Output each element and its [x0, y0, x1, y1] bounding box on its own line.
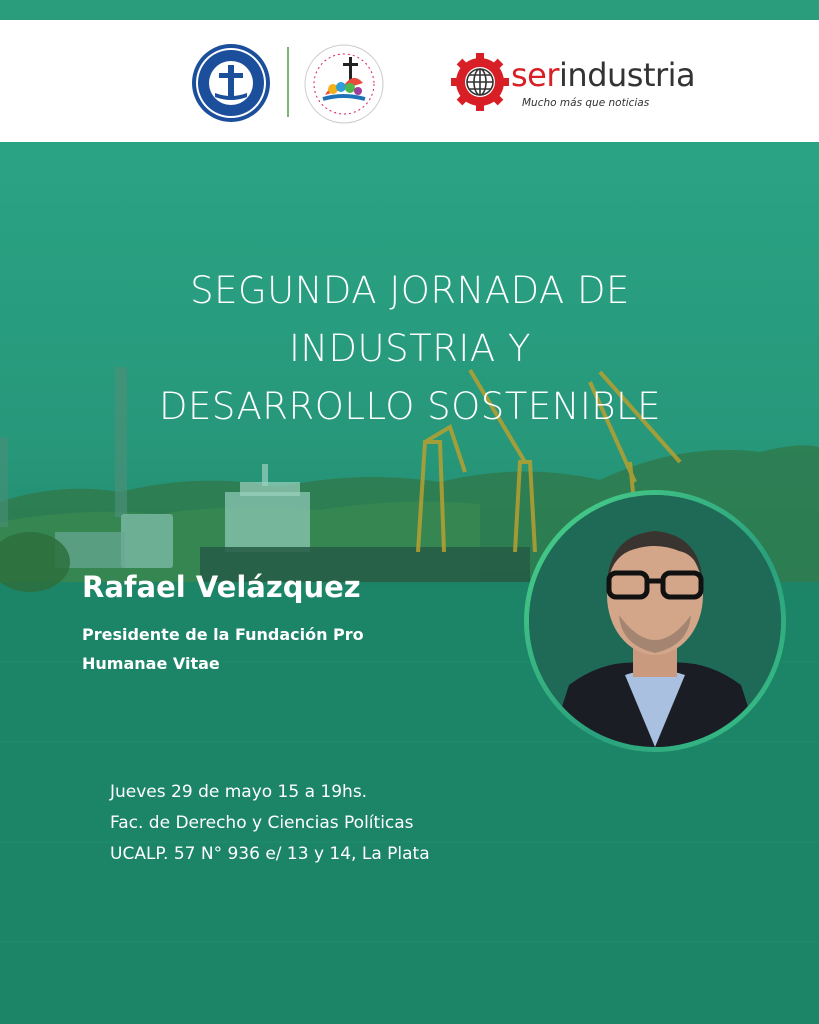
jubileo-2025-logo: [303, 43, 385, 125]
serindustria-suffix: industria: [559, 56, 696, 94]
logo-divider: [287, 47, 289, 117]
event-title-line-2: INDUSTRIA Y: [288, 327, 532, 370]
event-title-line-3: DESARROLLO SOSTENIBLE: [158, 385, 662, 428]
event-title: [60, 262, 760, 436]
event-title-line-1: SEGUNDA JORNADA DE: [190, 269, 630, 312]
speaker-role: [82, 620, 482, 678]
serindustria-wordmark: [511, 56, 695, 94]
speaker-role-line-1: Presidente de la Fundación Pro: [82, 625, 364, 644]
event-address-line: UCALP. 57 N° 936 e/ 13 y 14, La Plata: [110, 844, 430, 864]
event-details: [110, 777, 430, 870]
speaker-role-line-2: Humanae Vitae: [82, 654, 220, 673]
event-date-line: Jueves 29 de mayo 15 a 19hs.: [110, 782, 368, 802]
top-accent-strip: [0, 0, 819, 20]
serindustria-tagline: Mucho más que noticias: [522, 97, 650, 109]
serindustria-globe-gear-icon: [450, 52, 510, 112]
speaker-portrait: [529, 495, 781, 747]
speaker-name: Rafael Velázquez: [82, 570, 361, 604]
serindustria-prefix: ser: [511, 56, 560, 94]
ucalp-logo: [191, 43, 271, 123]
logo-header: [0, 20, 819, 142]
speaker-photo: [529, 495, 781, 747]
event-venue-line: Fac. de Derecho y Ciencias Políticas: [110, 813, 414, 833]
